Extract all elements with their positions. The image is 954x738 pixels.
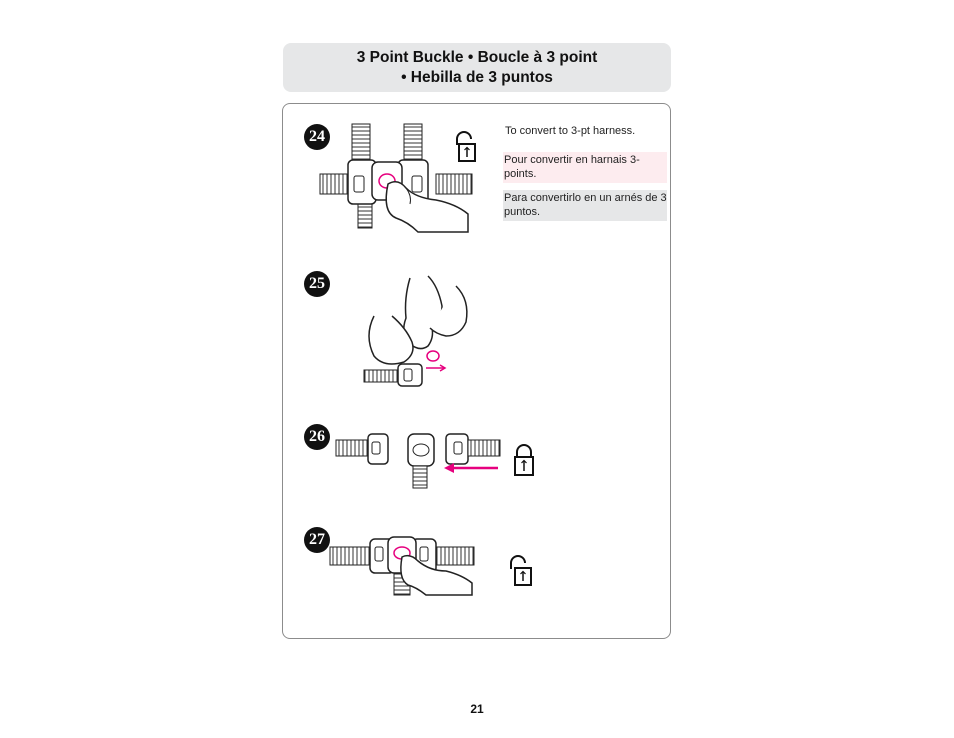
instruction-spanish: Para convertirlo en un arnés de 3 puntos. [503,190,667,221]
step-26-illustration [334,432,504,490]
section-title-line1: 3 Point Buckle • Boucle à 3 point [356,48,598,66]
instruction-english: To convert to 3-pt harness. [505,125,636,137]
step-27-badge: 27 [304,527,330,553]
locked-padlock-icon [512,443,536,477]
step-24-badge: 24 [304,124,330,150]
unlocked-padlock-icon [507,555,533,587]
step-25-badge: 25 [304,271,330,297]
unlocked-padlock-icon [453,131,477,163]
section-title-line2: • Hebilla de 3 puntos [401,68,553,86]
instruction-french: Pour convertir en harnais 3-points. [503,152,667,183]
step-26-badge: 26 [304,424,330,450]
step-27-illustration [328,533,478,597]
page-number: 21 [470,702,484,716]
section-title [283,43,671,92]
step-25-illustration [360,276,480,386]
